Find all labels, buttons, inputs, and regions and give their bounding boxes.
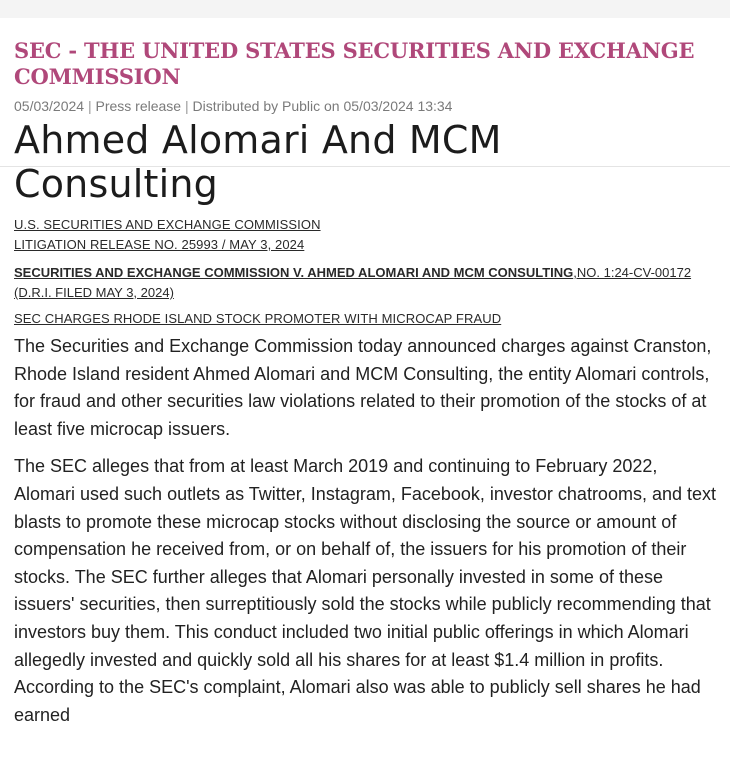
meta-separator: | bbox=[184, 98, 193, 114]
release-headline: SEC CHARGES RHODE ISLAND STOCK PROMOTER WITH MICROCAP FRAUD bbox=[14, 311, 502, 326]
paragraph: The SEC alleges that from at least March 2019 and continuing to February 2022, Alomari used such outlets as Twitter, Instagram, Facebook, investor chatrooms, and text blasts to promote these microcap stocks without disclosing the source or amount of compensation he received from, or on behalf of, the issuers for his promotion of their stocks. The SEC further alleges that Alomari personally invested in some of these issuers' securities, then surreptitiously sold the stocks while publicly recommending that investors buy them. This conduct included two initial public offerings in which Alomari allegedly invested and quickly sold all his shares for at least $1.4 million in profits. According to the SEC's complaint, Alomari also was able to publicly sell shares he had earned bbox=[14, 456, 716, 725]
article-header bbox=[0, 18, 730, 206]
litigation-release-number: LITIGATION RELEASE NO. 25993 / MAY 3, 2024 bbox=[14, 237, 305, 252]
article-body bbox=[0, 167, 730, 729]
article-meta bbox=[14, 97, 716, 115]
meta-separator: | bbox=[87, 98, 96, 114]
page-title: Ahmed Alomari And MCM Consulting bbox=[14, 118, 502, 206]
distribution-info: Distributed by Public on 05/03/2024 13:34 bbox=[192, 98, 453, 114]
publish-date: 05/03/2024 bbox=[14, 98, 85, 114]
case-caption bbox=[14, 263, 716, 303]
source-name[interactable]: SEC - THE UNITED STATES SECURITIES AND EXCHANGE COMMISSION bbox=[14, 38, 695, 89]
agency-name: U.S. SECURITIES AND EXCHANGE COMMISSION bbox=[14, 217, 321, 232]
paragraph: The Securities and Exchange Commission today announced charges against Cranston, Rhode Island resident Ahmed Alomari and MCM Consulting, the entity Alomari controls, for fraud and other securities law violations related to their promotion of the stocks of at least five microcap issuers. bbox=[14, 336, 712, 439]
top-bar bbox=[0, 0, 730, 18]
release-heading bbox=[14, 215, 716, 255]
case-parties: SECURITIES AND EXCHANGE COMMISSION V. AHMED ALOMARI AND MCM CONSULTING bbox=[14, 265, 574, 280]
article-type: Press release bbox=[95, 98, 182, 114]
case-number: ,NO. 1:24-CV-00172 (D.R.I. FILED MAY 3, 2024) bbox=[14, 265, 692, 300]
